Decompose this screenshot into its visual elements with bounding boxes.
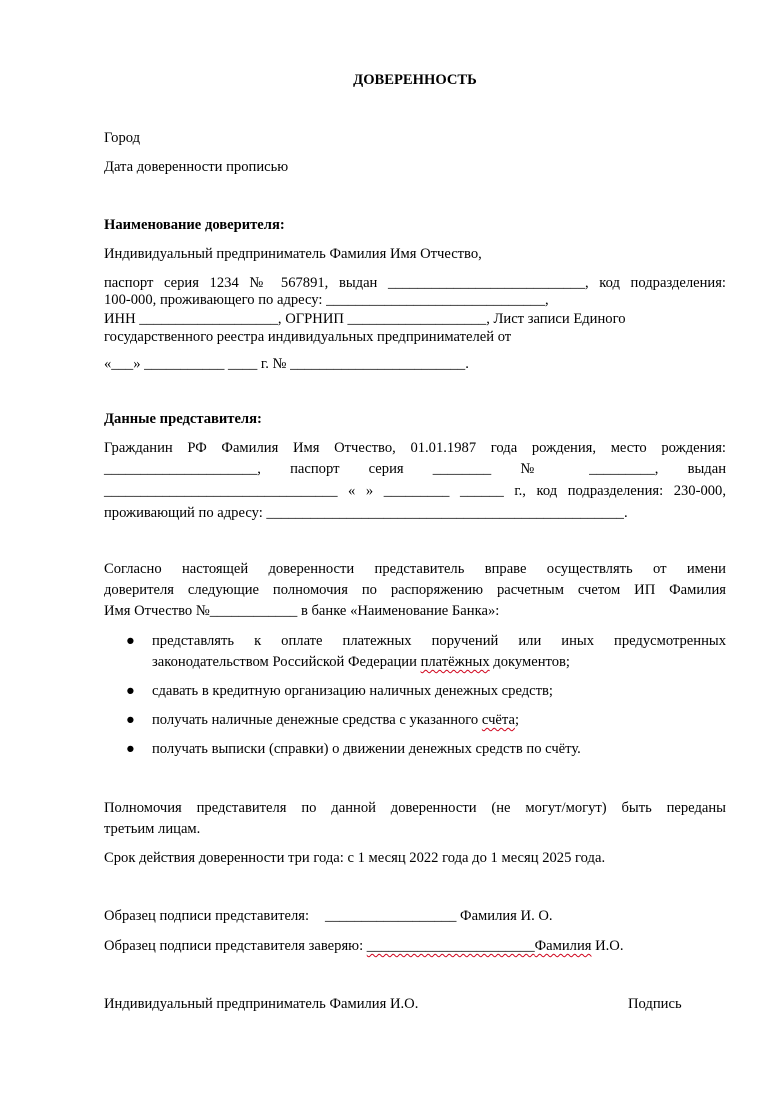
certify-name: Фамилия [534, 938, 592, 954]
principal-registry-line: государственного реестра индивидуальных предпринимателей от [104, 329, 512, 345]
principal-name: Индивидуальный предприниматель Фамилия Имя Отчество, [104, 246, 482, 262]
principal-record-line: «___» ___________ ____ г. № ________________________. [104, 356, 469, 372]
spellcheck-word: платёжных [420, 654, 490, 670]
principal-address-line: 100-000, проживающего по адресу: ______________________________, [104, 292, 549, 308]
representative-line-3: ________________________________ « » _________ ______ г., код подразделения: 230-000, [104, 483, 726, 499]
representative-line-1: Гражданин РФ Фамилия Имя Отчество, 01.01.1987 года рождения, место рождения: [104, 440, 726, 456]
date-line: Дата доверенности прописью [104, 159, 289, 175]
principal-heading: Наименование доверителя: [104, 217, 285, 233]
validity-line: Срок действия доверенности три года: с 1 месяц 2022 года до 1 месяц 2025 года. [104, 850, 606, 866]
transfer-line-2: третьим лицам. [104, 821, 201, 837]
bullet-icon: ● [126, 633, 135, 649]
representative-heading: Данные представителя: [104, 411, 262, 427]
document-title: ДОВЕРЕННОСТЬ [353, 72, 477, 88]
certify-signature-label: Образец подписи представителя заверяю: [104, 938, 367, 954]
representative-line-4: проживающий по адресу: _________________________________________________. [104, 505, 628, 521]
powers-intro-3: Имя Отчество №____________ в банке «Наименование Банка»: [104, 603, 500, 619]
power-item-1-line-2: законодательством Российской Федерации платёжных документов; [152, 654, 570, 670]
city-line: Город [104, 130, 141, 146]
principal-passport-line: паспорт серия 1234 № 567891, выдан ___________________________, код подразделения: [104, 275, 726, 291]
principal-inn-line: ИНН ___________________, ОГРНИП ___________________, Лист записи Единого [104, 311, 626, 327]
sample-signature-row [104, 906, 726, 927]
certify-signature-row: Образец подписи представителя заверяю: _______________________Фамилия И.О. [104, 938, 624, 954]
spellcheck-word: счёта [481, 712, 515, 728]
powers-intro-2: доверителя следующие полномочия по распоряжению расчетным счетом ИП Фамилия [104, 582, 726, 598]
bullet-icon: ● [126, 712, 135, 728]
sample-signature-line: __________________ Фамилия И. О. [325, 908, 553, 924]
footer-entrepreneur: Индивидуальный предприниматель Фамилия И.О. [104, 996, 419, 1012]
representative-line-2: _____________________, паспорт серия ________ № _________, выдан [104, 461, 726, 477]
power-item-3: получать наличные денежные средства с указанного счёта; [152, 712, 519, 728]
certify-signature-line: _______________________ [366, 938, 535, 954]
powers-intro-1: Согласно настоящей доверенности представитель вправе осуществлять от имени [104, 561, 726, 577]
bullet-icon: ● [126, 741, 135, 757]
transfer-line-1: Полномочия представителя по данной доверенности (не могут/могут) быть переданы [104, 800, 726, 816]
power-item-2: сдавать в кредитную организацию наличных денежных средств; [152, 683, 553, 699]
sample-signature-label: Образец подписи представителя: [104, 908, 310, 924]
bullet-icon: ● [126, 683, 135, 699]
power-item-4: получать выписки (справки) о движении денежных средств по счёту. [152, 741, 581, 757]
power-item-1-line-1: представлять к оплате платежных поручений или иных предусмотренных [152, 633, 726, 649]
footer-signature: Подпись [628, 996, 682, 1012]
